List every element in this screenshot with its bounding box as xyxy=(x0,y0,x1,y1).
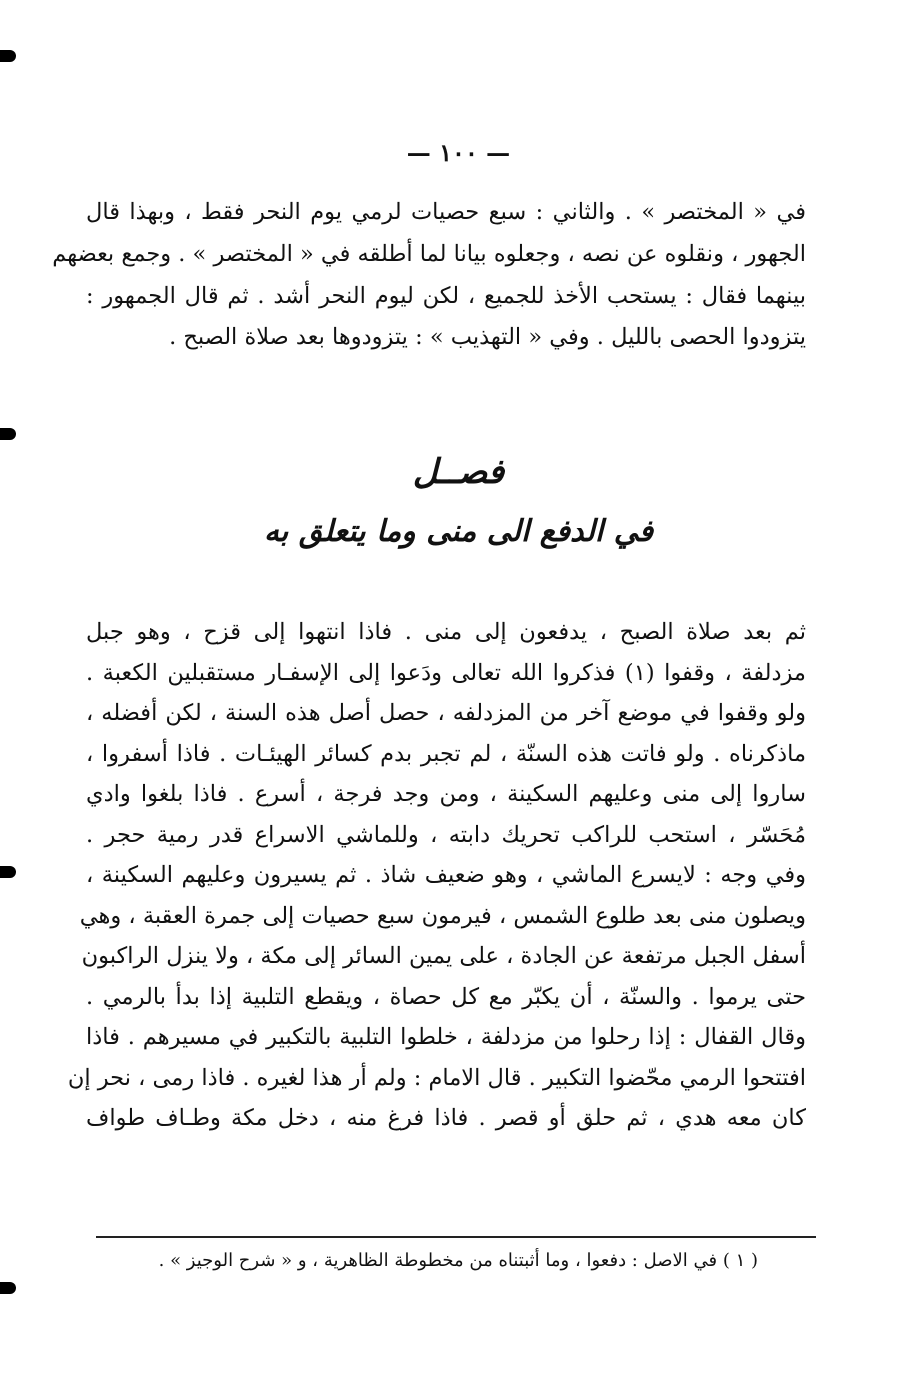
section-title: في الدفع الى منى وما يتعلق به xyxy=(263,514,654,549)
text-line: في « المختصر » . والثاني : سبع حصيات لرمي يوم النحر فقط ، وبهذا قال xyxy=(86,199,806,225)
text-line: مزدلفة ، وقفوا (١) فذكروا الله تعالى ودَعوا إلى الإسفـار مستقبلين الكعبة . xyxy=(86,659,806,686)
text-line: وقال القفال : إذا رحلوا من مزدلفة ، خلطوا التلبية بالتكبير في مسيرهم . فاذا xyxy=(86,1024,806,1050)
text-line: أسفل الجبل مرتفعة عن الجادة ، على يمين السائر إلى مكة ، ولا ينزل الراكبون xyxy=(81,943,806,969)
continued-paragraph xyxy=(52,192,806,359)
footnote xyxy=(86,1250,806,1271)
text-line: ثم بعد صلاة الصبح ، يدفعون إلى منى . فاذا انتهوا إلى قزح ، وهو جبل xyxy=(86,619,806,645)
text-line: كان معه هدي ، ثم حلق أو قصر . فاذا فرغ منه ، دخل مكة وطـاف طواف xyxy=(86,1105,806,1131)
text-line: بينهما فقال : يستحب الأخذ للجميع ، لكن ليوم النحر أشد . ثم قال الجمهور : xyxy=(86,282,806,309)
text-line: ساروا إلى منى وعليهم السكينة ، ومن وجد فرجة ، أسرع . فاذا بلغوا وادي xyxy=(86,781,806,807)
text-line: مُحَسّر ، استحب للراكب تحريك دابته ، وللماشي الاسراع قدر رمية حجر . xyxy=(86,821,806,848)
scan-margin-mark xyxy=(0,866,16,878)
main-paragraph xyxy=(67,612,806,1139)
page-number: — ١٠٠ — xyxy=(406,138,511,167)
text-line: افتتحوا الرمي محّضوا التكبير . قال الامام : ولم أر هذا لغيره . فاذا رمى ، نحر إن xyxy=(67,1064,806,1091)
section-heading: فصــل xyxy=(412,452,505,492)
text-line: ولو وقفوا في موضع آخر من المزدلفه ، حصل أصل هذه السنة ، لكن أفضله ، xyxy=(86,700,806,726)
text-line: وفي وجه : لايسرع الماشي ، وهو ضعيف شاذ . ثم يسيرون وعليهم السكينة ، xyxy=(86,862,806,888)
scan-margin-mark xyxy=(0,50,16,62)
text-line: ماذكرناه . ولو فاتت هذه السنّة ، لم تجبر بدم كسائر الهيئـات . فاذا أسفروا ، xyxy=(86,740,806,767)
scan-margin-mark xyxy=(0,1282,16,1294)
text-line: ويصلون منى بعد طلوع الشمس ، فيرمون سبع حصيات إلى جمرة العقبة ، وهي xyxy=(79,902,806,929)
footnote-divider xyxy=(96,1236,816,1238)
footnote-text: ( ١ ) في الاصل : دفعوا ، وما أثبتناه من مخطوطة الظاهرية ، و « شرح الوجيز » . xyxy=(158,1250,758,1271)
text-line: الجهور ، ونقلوه عن نصه ، وجعلوه بيانا لما أطلقه في « المختصر » . وجمع بعضهم xyxy=(52,240,806,267)
text-line: يتزودوا الحصى بالليل . وفي « التهذيب » : يتزودوها بعد صلاة الصبح . xyxy=(169,324,806,351)
scan-margin-mark xyxy=(0,428,16,440)
text-line: حتى يرموا . والسنّة ، أن يكبّر مع كل حصاة ، ويقطع التلبية إذا بدأ بالرمي . xyxy=(86,983,806,1010)
